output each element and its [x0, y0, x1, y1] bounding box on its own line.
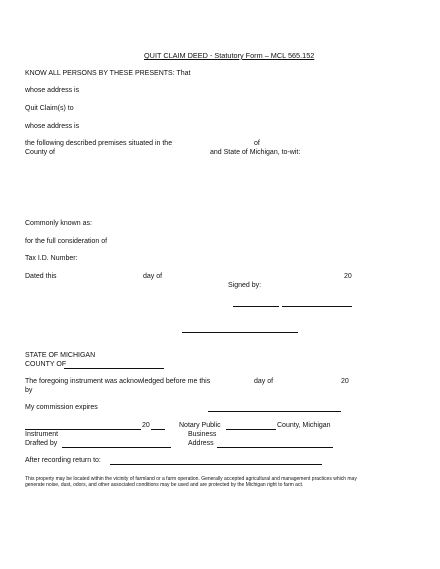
commonly-known-label: Commonly known as:: [25, 220, 92, 227]
state-of-michigan-text: and State of Michigan, to-wit:: [210, 149, 301, 156]
business-label: Business: [188, 431, 217, 438]
whose-address-label-1: whose address is: [25, 87, 80, 94]
county-of-caps-label: COUNTY OF: [25, 361, 67, 368]
state-of-michigan-heading: STATE OF MICHIGAN: [25, 352, 96, 359]
whose-address-label-2: whose address is: [25, 123, 80, 130]
premises-text: the following described premises situated in the: [25, 140, 173, 147]
by-label: by: [25, 387, 33, 394]
signature-line-1[interactable]: [233, 306, 279, 307]
drafted-by-label: Drafted by: [25, 440, 58, 447]
ack-day-of-label: day of: [254, 378, 274, 385]
farm-notice-text: This property may be located within the vicinity of farmland or a farm operation. Generally accepted agricultural and management practices which may generate noise, dust, odors, and other associated conditions may be used and are protected by the Michigan right to farm act.: [25, 476, 357, 489]
page-title: QUIT CLAIM DEED - Statutory Form – MCL 565.152: [144, 51, 315, 60]
county-of-label: County of: [25, 149, 55, 156]
commission-expires-line[interactable]: [208, 411, 341, 412]
notary-20-suffix-line[interactable]: [151, 429, 165, 430]
acknowledged-text: The foregoing instrument was acknowledged before me this: [25, 378, 211, 385]
notary-date-line[interactable]: [25, 429, 141, 430]
notary-county-line[interactable]: [226, 429, 276, 430]
after-recording-line[interactable]: [110, 464, 322, 465]
notary-public-label: Notary Public: [179, 422, 221, 429]
of-label: of: [254, 140, 260, 147]
know-all-persons-text: KNOW ALL PERSONS BY THESE PRESENTS: That: [25, 70, 191, 77]
signature-line-3[interactable]: [182, 332, 298, 333]
drafted-by-line[interactable]: [62, 447, 171, 448]
signature-line-2[interactable]: [282, 306, 352, 307]
after-recording-label: After recording return to:: [25, 457, 101, 464]
address-label: Address: [188, 440, 214, 447]
quit-claims-to-label: Quit Claim(s) to: [25, 105, 74, 112]
tax-id-label: Tax I.D. Number:: [25, 255, 78, 262]
address-line[interactable]: [217, 447, 333, 448]
year-20-label: 20: [344, 273, 352, 280]
county-michigan-label: County, Michigan: [277, 422, 331, 429]
day-of-label: day of: [143, 273, 163, 280]
ack-20-label: 20: [341, 378, 349, 385]
commission-expires-label: My commission expires: [25, 404, 98, 411]
notary-20-label: 20: [142, 422, 150, 429]
dated-this-label: Dated this: [25, 273, 57, 280]
instrument-label: Instrument: [25, 431, 59, 438]
county-of-line[interactable]: [64, 368, 164, 369]
consideration-label: for the full consideration of: [25, 238, 108, 245]
signed-by-label: Signed by:: [228, 282, 262, 289]
